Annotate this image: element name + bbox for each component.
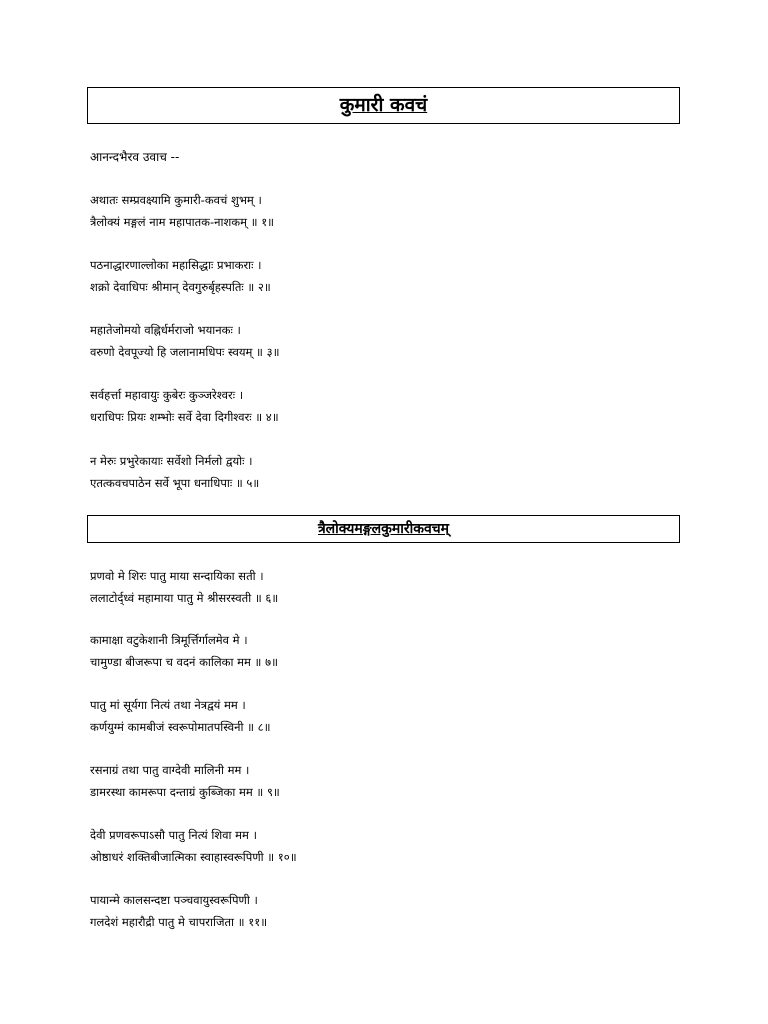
verse-line: सर्वहर्त्ता महावायुः कुबेरः कुञ्जरेश्वरः । — [90, 388, 244, 402]
verse-line: गलदेशं महारौद्री पातु मे चापराजिता ॥ ११॥ — [90, 915, 268, 929]
verse-11 — [90, 889, 267, 933]
verse-8 — [90, 694, 271, 738]
verse-3 — [90, 319, 279, 363]
verse-10 — [90, 824, 297, 868]
verse-9 — [90, 759, 280, 803]
verse-line: रसनाग्रं तथा पातु वाग्देवी मालिनी मम । — [90, 763, 250, 777]
verse-6 — [90, 565, 278, 609]
verse-line: ओष्ठाधरं शक्तिबीजात्मिका स्वाहास्वरूपिणी ॥ १०॥ — [90, 850, 297, 864]
verse-2 — [90, 254, 271, 298]
verse-line: त्रैलोक्यं मङ्गलं नाम महापातक-नाशकम् ॥ १॥ — [90, 215, 275, 229]
verse-line: शक्रो देवाधिपः श्रीमान् देवगुरुर्बृहस्पतिः ॥ २॥ — [90, 280, 271, 294]
verse-line: कामाक्षा वटुकेशानी त्रिमूर्त्तिर्गालमेव मे । — [90, 633, 248, 647]
verse-line: प्रणवो मे शिरः पातु माया सन्दायिका सती । — [90, 569, 264, 583]
verse-line: देवी प्रणवरूपाऽसौ पातु नित्यं शिवा मम । — [90, 828, 257, 842]
verse-7 — [90, 629, 278, 673]
verse-4 — [90, 384, 279, 428]
verse-line: न मेरुः प्रभुरेकायाः सर्वेशो निर्मलो द्वयोः । — [90, 454, 253, 468]
verse-line: कर्णयुग्मं कामबीजं स्वरूपोमातपस्विनी ॥ ८॥ — [90, 720, 271, 734]
verse-5 — [90, 450, 259, 494]
verse-1 — [90, 189, 274, 233]
verse-line: अथातः सम्प्रवक्ष्यामि कुमारी-कवचं शुभम् । — [90, 193, 262, 207]
section-title: त्रैलोक्यमङ्गलकुमारीकवचम् — [87, 515, 680, 543]
verse-line: वरुणो देवपूज्यो हि जलानामधिपः स्वयम् ॥ ३॥ — [90, 345, 280, 359]
verse-line: एतत्कवचपाठेन सर्वे भूपा धनाधिपाः ॥ ५॥ — [90, 476, 260, 490]
verse-line: धराधिपः प्रियः शम्भोः सर्वे देवा दिगीश्वरः ॥ ४॥ — [90, 410, 279, 424]
verse-line: पठनाद्धारणाल्लोका महासिद्धाः प्रभाकराः । — [90, 258, 262, 272]
verse-line: पातु मां सूर्यगा नित्यं तथा नेत्रद्वयं मम । — [90, 698, 246, 712]
page-title: कुमारी कवचं — [87, 87, 680, 124]
verse-line: चामुण्डा बीजरूपा च वदनं कालिका मम ॥ ७॥ — [90, 655, 278, 669]
verse-line: पायान्मे कालसन्दष्टा पञ्चवायुस्वरूपिणी । — [90, 893, 258, 907]
verse-line: डामरस्था कामरूपा दन्ताग्रं कुब्जिका मम ॥ ९॥ — [90, 785, 280, 799]
verse-line: महातेजोमयो वह्निर्धर्मराजो भयानकः । — [90, 323, 241, 337]
speaker-line: आनन्दभैरव उवाच -- — [90, 150, 180, 164]
verse-line: ललाटोर्द्ध्वं महामाया पातु मे श्रीसरस्वती ॥ ६॥ — [90, 591, 279, 605]
